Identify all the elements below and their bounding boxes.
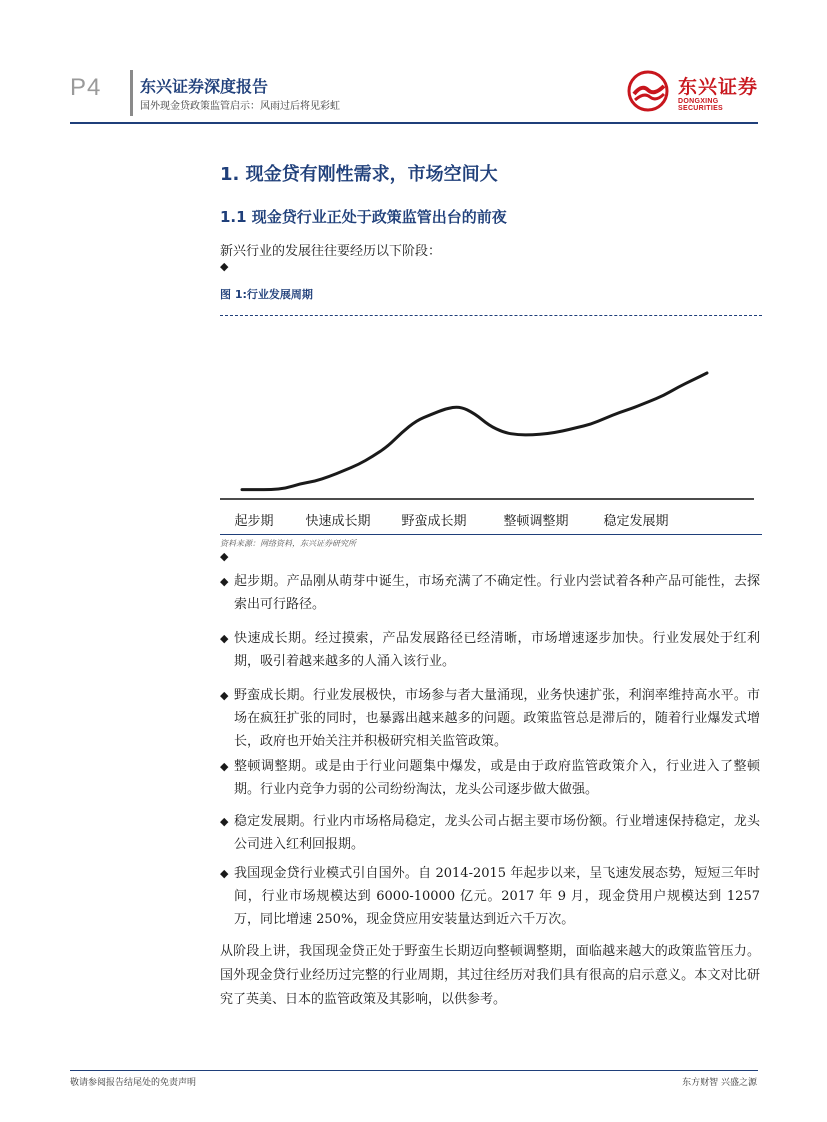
- industry-cycle-chart: [220, 318, 762, 538]
- bullet-marker: ◆: [220, 815, 229, 828]
- footer-rule: [70, 1070, 758, 1071]
- header-rule: [70, 122, 758, 124]
- bullet-marker: ◆: [220, 760, 229, 773]
- phase-label: 快速成长期: [305, 514, 371, 529]
- report-title: 东兴证券深度报告: [140, 77, 269, 96]
- bullet-marker: ◆: [220, 575, 229, 588]
- bullet-marker: ◆: [220, 689, 229, 702]
- list-item-text: 起步期。产品刚从萌芽中诞生，市场充满了不确定性。行业内尝试着各种产品可能性，去探索出可行路径。: [234, 574, 760, 612]
- list-item-text: 野蛮成长期。行业发展极快，市场参与者大量涌现，业务快速扩张，利润率维持高水平。市场在疯狂扩张的同时，也暴露出越来越多的问题。政策监管总是滞后的，随着行业爆发式增长，政府也开始关注并积极研究相关监管政策。: [234, 688, 760, 749]
- footer-slogan: 东方财智 兴盛之源: [682, 1078, 757, 1088]
- figure-top-rule: [220, 315, 762, 316]
- list-item-text: 稳定发展期。行业内市场格局稳定，龙头公司占据主要市场份额。行业增速保持稳定，龙头公司进入红利回报期。: [234, 814, 760, 852]
- list-item-text: 整顿调整期。或是由于行业问题集中爆发，或是由于政府监管政策介入，行业进入了整顿期。行业内竞争力弱的公司纷纷淘汰，龙头公司逐步做大做强。: [234, 759, 760, 797]
- report-subtitle: 国外现金贷政策监管启示：风雨过后将见彩虹: [140, 101, 340, 112]
- list-item: [220, 862, 760, 931]
- body-paragraph: 从阶段上讲，我国现金贷正处于野蛮生长期迈向整顿调整期，面临越来越大的政策监管压力。国外现金贷行业经历过完整的行业周期，其过往经历对我们具有很高的启示意义。本文对比研究了英美、日本的监管政策及其影响，以供参考。: [220, 944, 760, 1007]
- list-item-text: 我国现金贷行业模式引自国外。自 2014-2015 年起步以来，呈飞速发展态势，短短三年时间，行业市场规模达到 6000-10000 亿元。2017 年 9 月，现金贷用户规模达到 1257 万，同比增速 250%，现金贷应用安装量达到近六千万次。: [234, 866, 760, 927]
- subsection-heading: 1.1 现金贷行业正处于政策监管出台的前夜: [220, 208, 507, 226]
- list-item: [220, 570, 760, 616]
- footer-disclaimer: 敬请参阅报告结尾处的免责声明: [70, 1078, 197, 1088]
- phase-label: 野蛮成长期: [401, 514, 467, 529]
- phase-label: 稳定发展期: [603, 514, 669, 529]
- section-heading: 1. 现金贷有刚性需求，市场空间大: [220, 164, 498, 185]
- industry-cycle-curve: [242, 373, 707, 490]
- list-item: [220, 755, 760, 801]
- bullet-marker: ◆: [220, 632, 229, 645]
- page-number: P4: [70, 74, 102, 101]
- logo-text-en: DONGXING SECURITIES: [678, 98, 724, 112]
- list-item: [220, 684, 760, 753]
- bullet-marker: ◆: [220, 867, 229, 880]
- bullet-marker: ◆: [220, 550, 229, 563]
- brand-logo: [626, 70, 760, 112]
- logo-emblem-icon: [626, 70, 674, 112]
- figure-bottom-rule: [220, 534, 762, 535]
- figure-caption: 图 1:行业发展周期: [220, 288, 313, 301]
- phase-label: 起步期: [234, 514, 274, 529]
- intro-text: 新兴行业的发展往往要经历以下阶段：: [220, 244, 442, 259]
- list-item: [220, 810, 760, 856]
- bullet-marker: ◆: [220, 260, 229, 273]
- figure-source: 资料来源：网络资料，东兴证券研究所: [220, 539, 356, 548]
- chart-canvas: [220, 318, 762, 538]
- list-item: [220, 627, 760, 673]
- logo-text-cn: 东兴证券: [678, 76, 759, 98]
- phase-label: 整顿调整期: [503, 514, 569, 529]
- list-item-text: 快速成长期。经过摸索，产品发展路径已经清晰，市场增速逐步加快。行业发展处于红利期，吸引着越来越多的人涌入该行业。: [234, 631, 760, 669]
- header-divider: [130, 70, 133, 116]
